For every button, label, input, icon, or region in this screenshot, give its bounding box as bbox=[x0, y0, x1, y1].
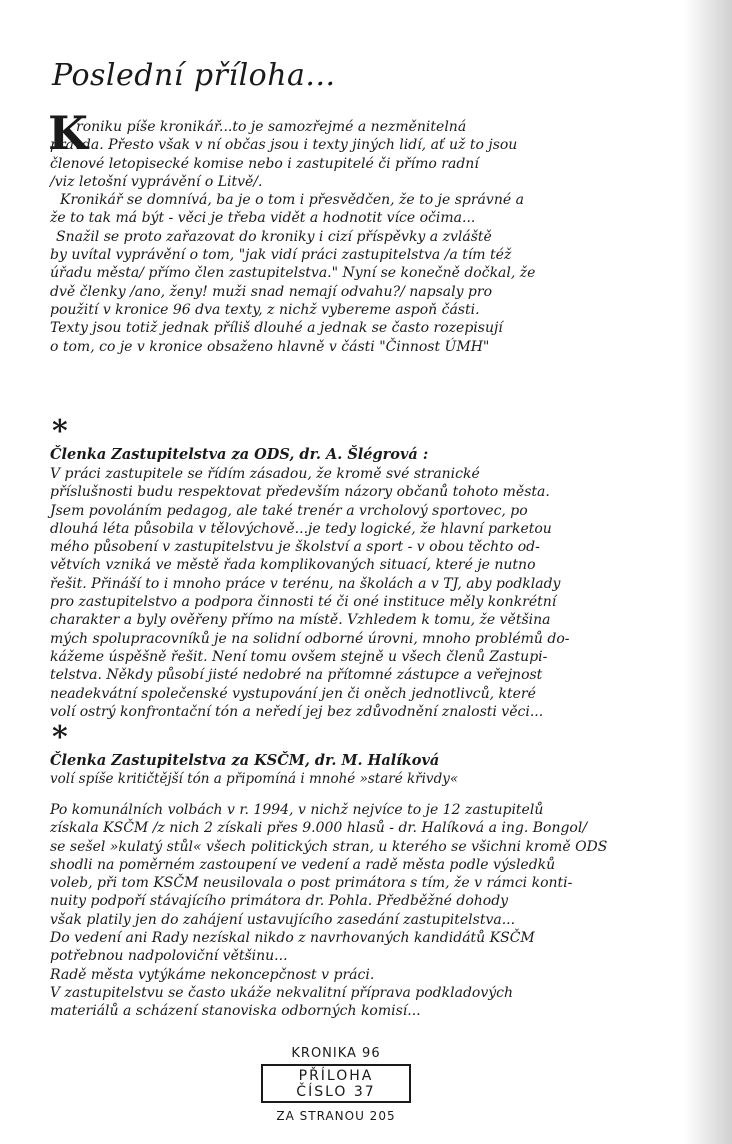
section-line: Do vedení ani Rady nezískal nikdo z navrhovaných kandidátů KSČM bbox=[50, 930, 535, 947]
section-line: telstva. Někdy působí jisté nedobré na přítomné zástupce a veřejnost bbox=[50, 667, 543, 684]
section-title: Členka Zastupitelstva za ODS, dr. A. Šlégrová : bbox=[50, 446, 429, 463]
intro-first-line: roniku píše kronikář...to je samozřejmé a nezměnitelná bbox=[76, 119, 467, 135]
stamp-box-line: PŘÍLOHA bbox=[298, 1068, 374, 1084]
intro-line: dvě členky /ano, ženy! muži snad nemají odvahu?/ napsaly pro bbox=[50, 283, 493, 300]
section-halikova bbox=[50, 720, 662, 1021]
stamp-box-line: ČÍSLO 37 bbox=[296, 1084, 376, 1100]
section-slegrova bbox=[50, 414, 662, 721]
section-line: mého působení v zastupitelstvu je školství a sport - v obou těchto od- bbox=[50, 539, 540, 556]
asterisk-marker: * bbox=[52, 720, 68, 755]
section-line: neadekvátní společenské vystupování jen či oněch jednotlivců, které bbox=[50, 685, 536, 702]
section-line: kážeme úspěšně řešit. Není tomu ovšem stejně u všech členů Zastupi- bbox=[50, 648, 548, 665]
section-line: se sešel »kulatý stůl« všech politických stran, u kterého se všichni kromě ODS bbox=[50, 838, 608, 855]
section-line: shodli na poměrném zastoupení ve vedení a radě města podle výsledků bbox=[50, 856, 556, 873]
section-line: voleb, při tom KSČM neusilovala o post primátora s tím, že v rámci konti- bbox=[50, 875, 573, 892]
section-line: V práci zastupitele se řídím zásadou, že kromě své stranické bbox=[50, 466, 480, 482]
stamp-top-label: KRONIKA 96 bbox=[291, 1046, 381, 1061]
intro-line: že to tak má být - věci je třeba vidět a hodnotit více očima... bbox=[50, 210, 476, 227]
section-line: potřebnou nadpoloviční většinu... bbox=[50, 948, 288, 965]
intro-line: členové letopisecké komise nebo i zastupitelé či přímo radní bbox=[50, 155, 479, 172]
intro-line: Texty jsou totiž jednak příliš dlouhé a jednak se často rozepisují bbox=[50, 320, 503, 337]
section-note: volí spíše kritičtější tón a připomíná i mnohé »staré křivdy« bbox=[50, 771, 459, 787]
section-line: pro zastupitelstvo a podpora činnosti té či oné instituce měly konkrétní bbox=[50, 594, 557, 611]
section-line: Jsem povoláním pedagog, ale také trenér a vrcholový sportovec, po bbox=[50, 502, 528, 519]
intro-line: /viz letošní vyprávění o Litvě/. bbox=[50, 173, 263, 190]
section-line: řešit. Přináší to i mnoho práce v terénu, na školách a v TJ, aby podklady bbox=[50, 575, 561, 592]
drop-cap: K bbox=[48, 106, 88, 160]
section-line: mých spolupracovníků je na solidní odborné úrovni, mnoho problémů do- bbox=[50, 630, 570, 647]
page-heading: Poslední příloha... bbox=[52, 58, 336, 93]
section-line: V zastupitelstvu se často ukáže nekvalitní příprava podkladových bbox=[50, 984, 514, 1001]
intro-line: pravda. Přesto však v ní občas jsou i texty jiných lidí, ať už to jsou bbox=[50, 137, 518, 154]
section-line: nuity podpoří stávajícího primátora dr. Pohla. Předběžné dohody bbox=[50, 893, 509, 910]
intro-line: použití v kronice 96 dva texty, z nichž vybereme aspoň části. bbox=[50, 301, 480, 318]
intro-section bbox=[48, 106, 662, 356]
section-line: získala KSČM /z nich 2 získali přes 9.000 hlasů - dr. Halíková a ing. Bongol/ bbox=[50, 820, 588, 837]
intro-line: by uvítal vyprávění o tom, "jak vidí práci zastupitelstva /a tím též bbox=[50, 247, 512, 264]
section-line: materiálů a scházení stanoviska odborných komisí... bbox=[50, 1003, 421, 1020]
section-title: Členka Zastupitelstva za KSČM, dr. M. Halíková bbox=[50, 752, 440, 769]
stamp-bottom-label: ZA STRANOU 205 bbox=[276, 1109, 396, 1123]
intro-line: úřadu města/ přímo člen zastupitelstva." Nyní se konečně dočkal, že bbox=[50, 265, 536, 282]
section-line: Radě města vytýkáme nekoncepčnost v práci. bbox=[50, 966, 375, 983]
section-line: větvích vzniká ve městě řada komplikovaných situací, které je nutno bbox=[50, 557, 536, 574]
intro-line: Kronikář se domnívá, ba je o tom i přesvědčen, že to je správné a bbox=[60, 192, 524, 209]
section-line: příslušnosti budu respektovat především názory občanů tohoto města. bbox=[50, 484, 550, 501]
section-line: volí ostrý konfrontační tón a neředí jej bez zdůvodnění znalosti věci... bbox=[50, 703, 544, 720]
intro-line: Snažil se proto zařazovat do kroniky i cizí příspěvky a zvláště bbox=[56, 228, 492, 245]
intro-line: o tom, co je v kronice obsaženo hlavně v části "Činnost ÚMH" bbox=[50, 338, 490, 355]
stamp-box bbox=[261, 1064, 411, 1103]
chronicle-stamp bbox=[256, 1046, 416, 1123]
section-line: dlouhá léta působila v tělovýchově...je tedy logické, že hlavní parketou bbox=[50, 520, 552, 537]
section-line: charakter a byly ověřeny přímo na místě. Vzhledem k tomu, že většina bbox=[50, 612, 551, 629]
asterisk-marker: * bbox=[52, 414, 68, 449]
section-line: však platily jen do zahájení ustavujícího zasedání zastupitelstva... bbox=[50, 911, 516, 928]
section-line: Po komunálních volbách v r. 1994, v nichž nejvíce to je 12 zastupitelů bbox=[50, 802, 544, 818]
